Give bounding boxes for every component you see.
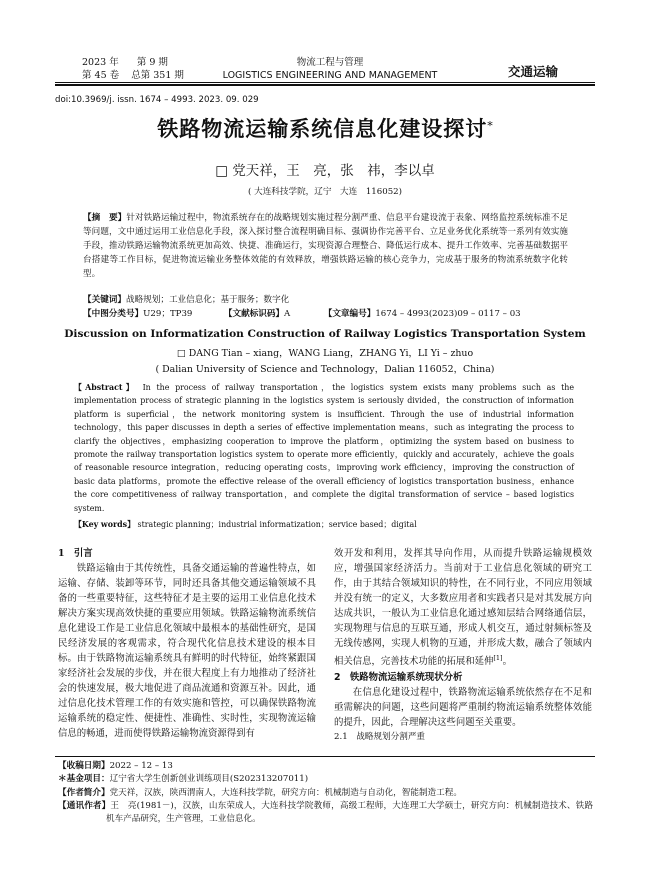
section-2-1-heading: 2.1 战略规划分割严重: [334, 732, 426, 743]
article-number-value: 1674 – 4993(2023)09 – 0117 – 03: [375, 309, 521, 319]
body-left-column: [58, 546, 316, 741]
abstract-cn: [83, 211, 568, 281]
reference-mark: [1]: [493, 654, 503, 662]
abstract-en: [74, 381, 574, 515]
header-year: 2023 年: [82, 57, 119, 68]
doc-code-value: A: [284, 309, 291, 319]
doi: doi:10.3969/j. issn. 1674 – 4993. 2023. 09. 029: [55, 95, 259, 105]
abstract-en-label: 【Abstract】: [74, 383, 137, 392]
authors-cn: □ 党天祥，王 亮，张 祎，李以卓: [215, 163, 435, 179]
paper-title-cn: 铁路物流运输系统信息化建设探讨: [157, 116, 488, 141]
section-1-continued-text: 效开发和利用，发挥其导向作用，从而提升铁路运输规模效应，增强国家经济活力。当前对于工业信息化领域的研究工作，由于其结合领域知识的特性，在不同行业，不同应用领域并没有统一的定义，大多数应用者和实践者只是对其发展方向达成共识，一般认为工业信息化通过感知层结合网络通信层，实现物理与信息的互联互通，形成人机交互，通过射频标签及无线传感网，实现人机物的互通，并形成大数，融合了领域内相关信息，完善技术功能的拓展和延伸: [334, 548, 592, 668]
section-label: 交通运输: [508, 64, 559, 79]
header-rule-thin: [55, 82, 595, 83]
journal-name-en: LOGISTICS ENGINEERING AND MANAGEMENT: [222, 70, 438, 81]
section-2-heading: 2 铁路物流运输系统现状分析: [334, 672, 463, 684]
section-1-paragraph-1-continued: [334, 546, 592, 669]
authors-en: □ DANG Tian – xiang，WANG Liang，ZHANG Yi，LI Yi – zhuo: [176, 348, 474, 359]
clc-value: U29；TP39: [143, 309, 193, 319]
received-date: [58, 760, 593, 773]
author-bio-value: 党天祥，汉族，陕西渭南人，大连科技学院，研究方向：机械制造与自动化，智能制造工程。: [109, 787, 462, 798]
issue-info: [82, 56, 192, 82]
body-right-column: [334, 546, 592, 745]
header-volume: 第 45 卷: [82, 70, 120, 81]
keywords-cn: [83, 293, 568, 307]
abstract-cn-label: 【摘 要】: [83, 213, 127, 223]
author-bio: [58, 787, 593, 800]
keywords-cn-text: 战略规划；工业信息化；基于服务；数字化: [125, 295, 290, 305]
affiliation-cn: ( 大连科技学院，辽宁 大连 116052): [248, 187, 402, 197]
section-1-paragraph-1: 铁路运输由于其传统性，具备交通运输的普遍性特点，如运输、存储、装卸等环节，同时还具备其他交通运输领域不具备的一些重要特征，这些特征才是主要的运用工业信息化技术解决方案实现高效快捷的重要应用领域。铁路运输物流系统信息化建设工作是工业信息化领域中最根本的基础性研究，是国民经济发展的客观需求，符合现代化信息技术建设的根本目标。由于铁路物流运输系统具有鲜明的时代特征，始终紧跟国家经济社会发展的步伐，并在很大程度上有力地推动了经济社会的快速发展，极大地促进了商品流通和资源互补。因此，通过信息化技术管理工作的有效实施和管控，可以确保铁路物流运输系统的稳定性、便捷性、准确性、实时性，实现物流运输信息的畅通，进而使得铁路运输物流资源得到有: [58, 563, 316, 739]
fund-value: 辽宁省大学生创新创业训练项目(S202313207011): [109, 774, 309, 785]
journal-name: [200, 56, 460, 82]
article-number-label: 【文章编号】: [323, 309, 376, 319]
abstract-en-text: In the process of railway transportation，the logistics system exists many problems such as the implementation process of strategic planning in the logistics system is seriously divided，the construction of information platform is superficial，the network monitoring system is insufficient. Through the use of industrial information technology，this paper discusses in depth a series of effective implementation means，such as integrating the process to clarify the objectives，emphasizing cooperation to improve the platform，optimizing the system based on business to promote the railway transportation logistics system to operate more efficiently，quickly and accurately，achieve the goals of reasonable resource integration，reducing operating costs，improving work efficiency，improving the construction of basic data platforms，promote the effective release of the overall efficiency of logistics transportation business，enhance the core competitiveness of railway transportation，and complete the digital transformation of service – based logistics system.: [74, 383, 575, 513]
title-en: Discussion on Informatization Construction of Railway Logistics Transportation System: [64, 328, 586, 340]
header-issue: 第 9 期: [136, 57, 168, 68]
corresponding-author-label: 【通讯作者】: [58, 800, 111, 811]
keywords-en-text: strategic planning；industrial informatization；service based；digital: [137, 520, 417, 529]
classification-line: [83, 307, 568, 321]
footnote-rule: [55, 756, 595, 757]
footnotes: [58, 760, 593, 826]
received-label: 【收稿日期】: [58, 761, 110, 771]
journal-name-cn: 物流工程与管理: [296, 57, 364, 68]
header-total-issue: 总第 351 期: [131, 70, 184, 81]
received-value: 2022 – 12 – 13: [109, 761, 173, 771]
doc-code-label: 【文献标识码】: [223, 309, 285, 319]
paper-title: [0, 113, 650, 143]
keywords-en-label: 【Key words】: [74, 520, 135, 529]
header-rule-thick: [55, 84, 595, 86]
keywords-cn-label: 【关键词】: [83, 295, 126, 305]
section-1-heading: 1 引言: [58, 548, 93, 559]
author-bio-label: 【作者简介】: [58, 787, 110, 798]
abstract-cn-text: 针对铁路运输过程中，物流系统存在的战略规划实施过程分割严重、信息平台建设流于表象、网络监控系统标准不足等问题，文中通过运用工业信息化手段，深入探讨整合流程明确目标、强调协作完善平台、立足业务优化系统等一系列有效实施手段，推动铁路运输物流系统更加高效、快捷、准确运行，实现资源合理整合、降低运行成本、提升工作效率、完善基础数据平台搭建等工作目标，促进物流运输业务整体效能的有效释放，增强铁路运输的核心竞争力，完成基于服务的物流系统数字化转型。: [83, 213, 568, 279]
clc-label: 【中图分类号】: [83, 309, 144, 319]
section-1-continued-end: 。: [502, 656, 512, 668]
fund-label: ＊基金项目：: [58, 774, 110, 785]
corresponding-author: [58, 800, 593, 827]
affiliation-en: ( Dalian University of Science and Technology，Dalian 116052，China): [155, 364, 495, 375]
corresponding-author-value: 王 亮(1981－)，汉族，山东荣成人，大连科技学院教师，高级工程师，大连理工大学硕士，研究方向：机械制造技术、铁路机车产品研究，生产管理，工业信息化。: [106, 800, 593, 825]
title-footnote-mark: *: [487, 119, 493, 133]
section-2-paragraph-1: 在信息化建设过程中，铁路物流运输系统依然存在不足和亟需解决的问题，这些问题将严重制约物流运输系统整体效能的提升，因此，合理解决这些问题至关重要。: [334, 687, 592, 729]
fund-project: [58, 773, 593, 786]
keywords-en: [74, 518, 574, 531]
